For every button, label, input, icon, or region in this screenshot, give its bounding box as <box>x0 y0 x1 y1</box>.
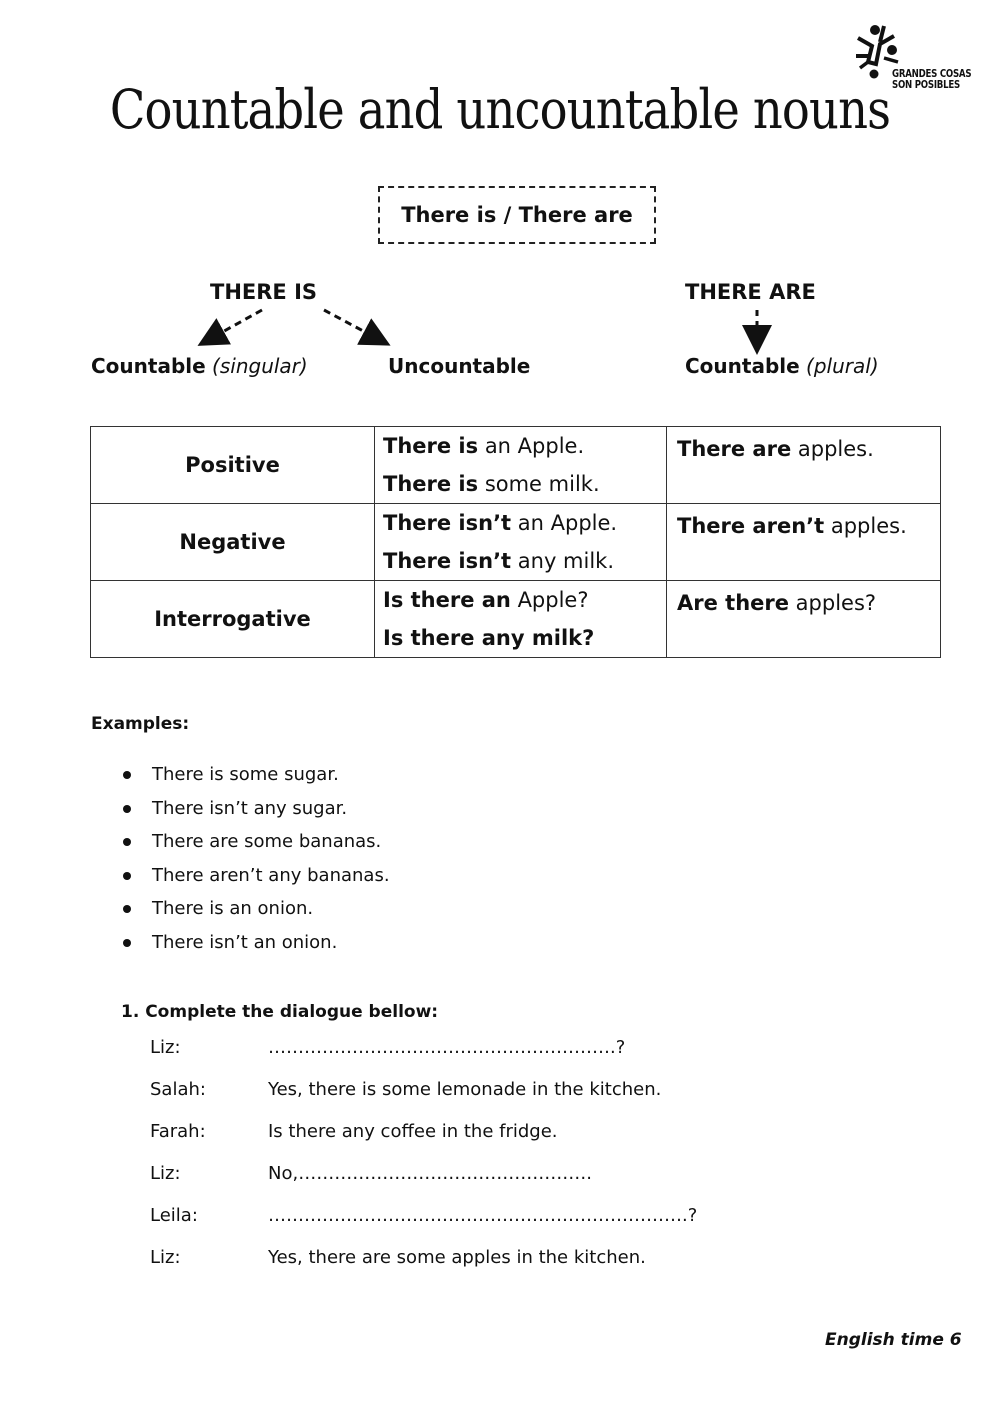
cell-text: an Apple. <box>478 434 585 458</box>
cell-text: any milk. <box>511 549 615 573</box>
cell-bold: There isn’t <box>383 549 512 573</box>
arrow-to-uncountable <box>324 310 380 340</box>
table-row-positive <box>91 427 941 504</box>
countable-singular-bold: Countable <box>91 354 206 378</box>
plural-cell <box>667 504 941 581</box>
uncountable-bold: Uncountable <box>388 354 531 378</box>
there-is-heading: THERE IS <box>210 280 318 304</box>
cell-bold: There is <box>383 434 479 458</box>
logo-line-1: GRANDES COSAS <box>892 68 972 80</box>
footer: English time 6 <box>825 1330 962 1350</box>
countable-singular-label <box>91 354 308 378</box>
countable-plural-italic: (plural) <box>806 354 879 378</box>
arrow-to-countable-singular <box>208 310 262 340</box>
list-item: There is an onion. <box>152 894 390 928</box>
countable-plural-label <box>685 354 879 378</box>
countable-singular-italic: (singular) <box>212 354 308 378</box>
speaker: Liz: <box>150 1037 181 1058</box>
grammar-table <box>90 426 941 658</box>
speaker: Liz: <box>150 1247 181 1268</box>
examples-list <box>152 760 390 961</box>
answer-blank[interactable]: …………………………………………………………….? <box>268 1205 698 1226</box>
row-label: Positive <box>91 427 375 504</box>
cell-bold: Are there <box>677 591 789 615</box>
cell-text: apples. <box>824 514 907 538</box>
logo-line-2: SON POSIBLES <box>892 79 960 91</box>
table-row-interrogative <box>91 581 941 658</box>
page-title: Countable and uncountable nouns <box>109 78 891 141</box>
cell-text: apples. <box>791 437 874 461</box>
answer-blank[interactable]: No,…………………………………………. <box>268 1163 592 1184</box>
cell-text: apples? <box>789 591 877 615</box>
cell-bold: Is there an <box>383 588 511 612</box>
there-are-heading: THERE ARE <box>685 280 816 304</box>
list-item: There isn’t any sugar. <box>152 794 390 828</box>
list-item: There aren’t any bananas. <box>152 861 390 895</box>
cell-text: Apple? <box>510 588 589 612</box>
cell-bold: There are <box>677 437 792 461</box>
utterance: Is there any coffee in the fridge. <box>268 1121 558 1142</box>
row-label: Negative <box>91 504 375 581</box>
cell-bold: There is <box>383 472 479 496</box>
table-row-negative <box>91 504 941 581</box>
plural-cell <box>667 427 941 504</box>
topic-box: There is / There are <box>378 186 656 244</box>
countable-plural-bold: Countable <box>685 354 800 378</box>
list-item: There is some sugar. <box>152 760 390 794</box>
uncountable-label <box>388 354 530 378</box>
cell-bold: There aren’t <box>677 514 825 538</box>
exercise-title: 1. Complete the dialogue bellow: <box>121 1002 439 1022</box>
speaker: Farah: <box>150 1121 206 1142</box>
utterance: Yes, there are some apples in the kitchen. <box>268 1247 646 1268</box>
utterance: Yes, there is some lemonade in the kitchen. <box>268 1079 662 1100</box>
diagram-arrows <box>0 0 1000 400</box>
speaker: Liz: <box>150 1163 181 1184</box>
singular-uncountable-cell <box>375 581 667 658</box>
cell-bold: Is there any milk? <box>383 626 595 650</box>
cell-text: an Apple. <box>511 511 618 535</box>
plural-cell <box>667 581 941 658</box>
speaker: Leila: <box>150 1205 198 1226</box>
row-label: Interrogative <box>91 581 375 658</box>
cell-bold: There isn’t <box>383 511 512 535</box>
list-item: There are some bananas. <box>152 827 390 861</box>
singular-uncountable-cell <box>375 504 667 581</box>
examples-title: Examples: <box>91 714 190 734</box>
singular-uncountable-cell <box>375 427 667 504</box>
list-item: There isn’t an onion. <box>152 928 390 962</box>
answer-blank[interactable]: ………………………………………………….? <box>268 1037 626 1058</box>
speaker: Salah: <box>150 1079 206 1100</box>
cell-text: some milk. <box>478 472 600 496</box>
